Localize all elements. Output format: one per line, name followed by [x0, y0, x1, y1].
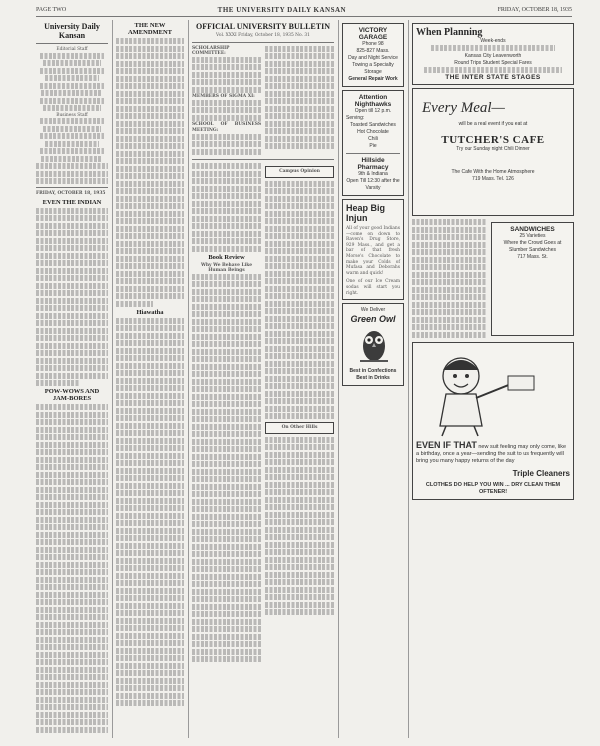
hillside-line: 9th & Indiana	[358, 171, 388, 177]
sandwiches-line: 25 Varieties	[519, 233, 546, 239]
planning-title: When Planning	[416, 27, 483, 38]
headline-hiawatha: Hiawatha	[136, 308, 164, 316]
heap-title: Heap Big Injun	[346, 203, 386, 223]
cleaners-ad	[412, 342, 574, 500]
editorial-column	[36, 20, 108, 740]
notice-sigma-xi: MEMBERS OF SIGMA XI:	[192, 94, 255, 100]
cleaners-text: new suit feeling may only come, like a birthday, once a year—sending the suit to us frequently will bring you many happy returns of the day	[416, 444, 567, 464]
ads-column	[342, 20, 404, 740]
headline-book-review: Book Review	[208, 253, 245, 261]
green-owl-ad	[342, 303, 404, 386]
editorial-staff-label: Editorial Staff	[56, 47, 88, 52]
notice-business: SCHOOL OF BUSINESS MEETING:	[192, 122, 261, 133]
sandwiches-address: 717 Mass. St.	[517, 254, 548, 260]
headline-on-other-hills: On Other Hills	[281, 425, 318, 431]
green-owl-line: Best in Confections	[349, 368, 397, 375]
cleaners-footer: CLOTHES DO HELP YOU WIN ... DRY CLEAN THEM OFTENER!	[425, 482, 561, 495]
bulletin-subtitle: Vol. XXXI Friday, October 18, 1935 No. 31	[216, 33, 310, 38]
heap-text-2: One of our Ice Cream sodas will start you right.	[346, 279, 400, 296]
headline-campus-opinion: Campus Opinion	[279, 169, 320, 175]
tutchers-address: 719 Mass. Tel. 126	[472, 176, 514, 182]
green-owl-line: We Deliver	[360, 307, 386, 314]
nighthawks-item: Hot Chocolate	[357, 129, 389, 135]
nighthawks-title: Attention Nighthawks	[354, 94, 392, 108]
business-staff-label: Business Staff	[56, 112, 88, 118]
column-rule	[408, 20, 409, 738]
headline-even-the-indian: EVEN THE INDIAN	[42, 198, 102, 206]
column-rule	[338, 20, 339, 738]
headline-new-amendment: THE NEW AMENDMENT	[127, 22, 173, 36]
victory-garage-line: Towing a Specialty	[352, 62, 394, 68]
hillside-title: Hillside Pharmacy	[357, 157, 389, 171]
victory-garage-line: General Repair Work	[348, 76, 398, 82]
bulletin-title: OFFICIAL UNIVERSITY BULLETIN	[196, 22, 330, 31]
nameplate: University Daily Kansan	[44, 22, 100, 40]
victory-garage-line: Day and Night Service	[348, 55, 398, 61]
green-owl-line: Best in Drinks	[356, 375, 390, 382]
victory-garage-title: VICTORY GARAGE	[358, 27, 388, 41]
editorial-column-2	[116, 20, 184, 740]
nighthawks-item: Pie	[369, 143, 377, 149]
cartoon-figure-icon	[416, 346, 566, 438]
victory-garage-line: Storage	[364, 69, 382, 75]
date-line: FRIDAY, OCTOBER 18, 1935	[36, 191, 106, 197]
cleaners-logo: Triple Cleaners	[512, 469, 570, 478]
tutchers-footer: The Cafe With the Home Atmosphere	[451, 169, 535, 175]
issue-date: FRIDAY, OCTOBER 18, 1935	[497, 7, 572, 13]
book-title: Why We Behave Like Human Beings	[200, 262, 253, 274]
bulletin-column	[192, 20, 334, 740]
nighthawks-line: Open till 12 p.m.	[354, 108, 392, 114]
victory-garage-ad	[342, 23, 404, 87]
page-number: PAGE TWO	[36, 7, 67, 13]
sandwiches-ad	[491, 222, 574, 336]
paper-name: THE UNIVERSITY DAILY KANSAN	[217, 6, 347, 14]
sandwiches-line: Where the Crowd Goes at Slumber Sandwiches	[503, 240, 562, 253]
sandwiches-title: SANDWICHES	[510, 226, 555, 233]
planning-subtitle: Week-ends	[480, 38, 506, 44]
heap-text: All of your good Indians—come on down to Raven's Drug Store, 929 Mass., and get a bar of that fresh Morse's Chocolate to make your Colds of Mufasa and Deborahs warm and quick!	[346, 226, 400, 276]
masthead	[36, 4, 572, 17]
owl-icon	[346, 324, 402, 364]
notice-scholarship: SCHOLARSHIP COMMITTEE:	[192, 45, 230, 57]
victory-garage-address: 825-827 Mass.	[356, 48, 390, 54]
headline-pow-wows: POW-WOWS AND JAM-BORES	[44, 388, 100, 403]
tutchers-subtitle: Try our Sunday night Chili Dinner	[456, 146, 530, 152]
planning-line: Round Trips Student Special Fares	[454, 59, 532, 66]
heap-big-injun-ad	[342, 199, 404, 300]
hillside-line: Open Till 12:30 after the Varsity	[346, 178, 400, 191]
nighthawks-line: Serving:	[346, 115, 365, 121]
green-owl-title: Green Owl	[350, 314, 396, 325]
every-meal-subtitle: will be a real event if you eat at	[458, 121, 528, 127]
every-meal-title: Every Meal—	[422, 100, 505, 116]
nighthawks-item: Chili	[368, 136, 378, 142]
column-rule	[188, 20, 189, 738]
cleaners-headline: EVEN IF THAT	[416, 440, 477, 450]
inter-state-stages-ad	[412, 23, 574, 85]
nighthawks-item: Toasted Sandwiches	[350, 122, 396, 128]
ads-column-right	[412, 20, 574, 740]
tutchers-cafe-ad	[412, 88, 574, 216]
column-rule	[112, 20, 113, 738]
nighthawks-ad	[342, 90, 404, 196]
victory-garage-phone: Phone 98	[362, 41, 384, 47]
tutchers-title: TUTCHER'S CAFE	[441, 134, 545, 146]
planning-line: Kansas City Leavenworth	[464, 52, 522, 59]
stages-name: THE INTER STATE STAGES	[445, 74, 541, 81]
